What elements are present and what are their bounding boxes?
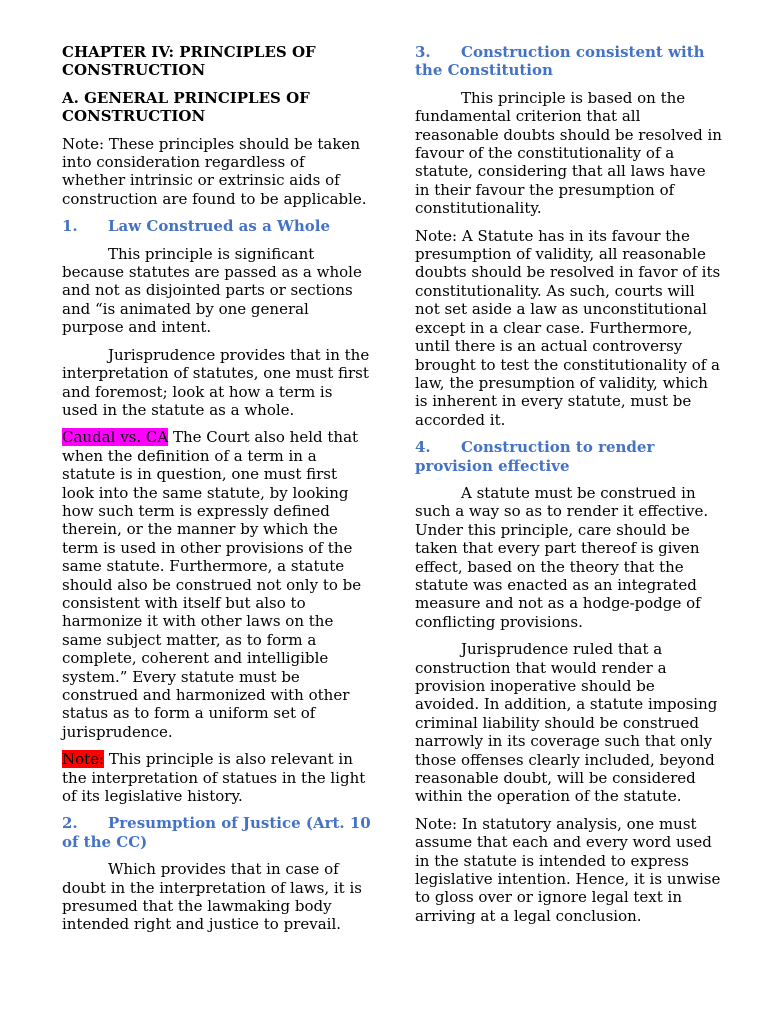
heading-4-text: Construction to render provision effective <box>415 438 655 475</box>
paragraph-4-2: Jurisprudence ruled that a construction that would render a provision inoperative should be avoided. In addition, a statute imposing criminal liability should be construed narrowly in its coverage such that only those offenses clearly included, beyond reasonable doubt, will be considered within the operation of the statute. <box>415 640 718 806</box>
heading-2-text: Presumption of Justice (Art. 10 of the CC) <box>62 814 371 851</box>
heading-2-number: 2. <box>62 814 78 833</box>
caudal-text: The Court also held that when the definition of a term in a statute is in question, one must first look into the same statute, by looking how such term is expressly defined therein, or the manner by which the term is used in other provisions of the same statute. Furthermore, a statute should also be construed not only to be consistent with itself but also to harmonize it with other laws on the same subject matter, as to form a complete, coherent and intelligible system.” Every statute must be construed and harmonized with other status as to form a uniform set of jurisprudence. <box>62 428 362 741</box>
heading-3-number: 3. <box>415 43 431 61</box>
paragraph-3-1: This principle is based on the fundamental criterion that all reasonable doubts should be resolved in favour of the constitutionality of a statute, considering that all laws have in their favour the presumption of constitutionality. <box>415 88 722 218</box>
heading-1 <box>62 217 372 235</box>
legislative-note <box>62 750 372 805</box>
heading-4-number: 4. <box>415 438 431 457</box>
paragraph-1-1: This principle is significant because statutes are passed as a whole and not as disjointed parts or sections and “is animated by one general purpose and intent. <box>62 244 362 337</box>
heading-3-text: Construction consistent with the Constitution <box>415 43 705 80</box>
caudal-paragraph <box>62 428 372 741</box>
paragraph-1-2: Jurisprudence provides that in the interpretation of statutes, one must first and foremost; look at how a term is used in the statute as a whole. <box>62 345 370 419</box>
caudal-highlight: Caudal vs. CA <box>62 428 169 447</box>
validity-note: Note: A Statute has in its favour the presumption of validity, all reasonable doubts should be resolved in favor of its constitutionality. As such, courts will not set aside a law as unconstitutional except in a clear case. Furthermore, until there is an actual controversy brought to test the constitutionality of a law, the presumption of validity, which is inherent in every statute, must be accorded it. <box>415 226 721 429</box>
heading-1-text: Law Construed as a Whole <box>108 217 331 236</box>
heading-3 <box>415 43 723 80</box>
intro-note: Note: These principles should be taken into consideration regardless of whether intrinsic or extrinsic aids of construction are found to be applicable. <box>62 134 367 208</box>
heading-2 <box>62 814 372 851</box>
section-title: A. GENERAL PRINCIPLES OF CONSTRUCTION <box>62 88 310 126</box>
right-column <box>415 43 723 934</box>
heading-1-number: 1. <box>62 217 78 236</box>
note-text: This principle is also relevant in the interpretation of statues in the light of its legislative history. <box>62 750 366 806</box>
heading-4 <box>415 438 723 475</box>
paragraph-2-1: Which provides that in case of doubt in the interpretation of laws, it is presumed that the lawmaking body intended right and justice to prevail. <box>62 860 362 934</box>
statutory-analysis-note: Note: In statutory analysis, one must assume that each and every word used in the statute is intended to express legislative intention. Hence, it is unwise to gloss over or ignore legal text in arriving at a legal conclusion. <box>415 814 721 925</box>
note-highlight: Note: <box>62 750 105 769</box>
chapter-title: CHAPTER IV: PRINCIPLES OF CONSTRUCTION <box>62 43 316 80</box>
left-column <box>62 43 372 943</box>
paragraph-4-1: A statute must be construed in such a way so as to render it effective. Under this principle, care should be taken that every part thereof is given effect, based on the theory that the statute was enacted as an integrated measure and not as a hodge-podge of conflicting provisions. <box>415 483 709 631</box>
